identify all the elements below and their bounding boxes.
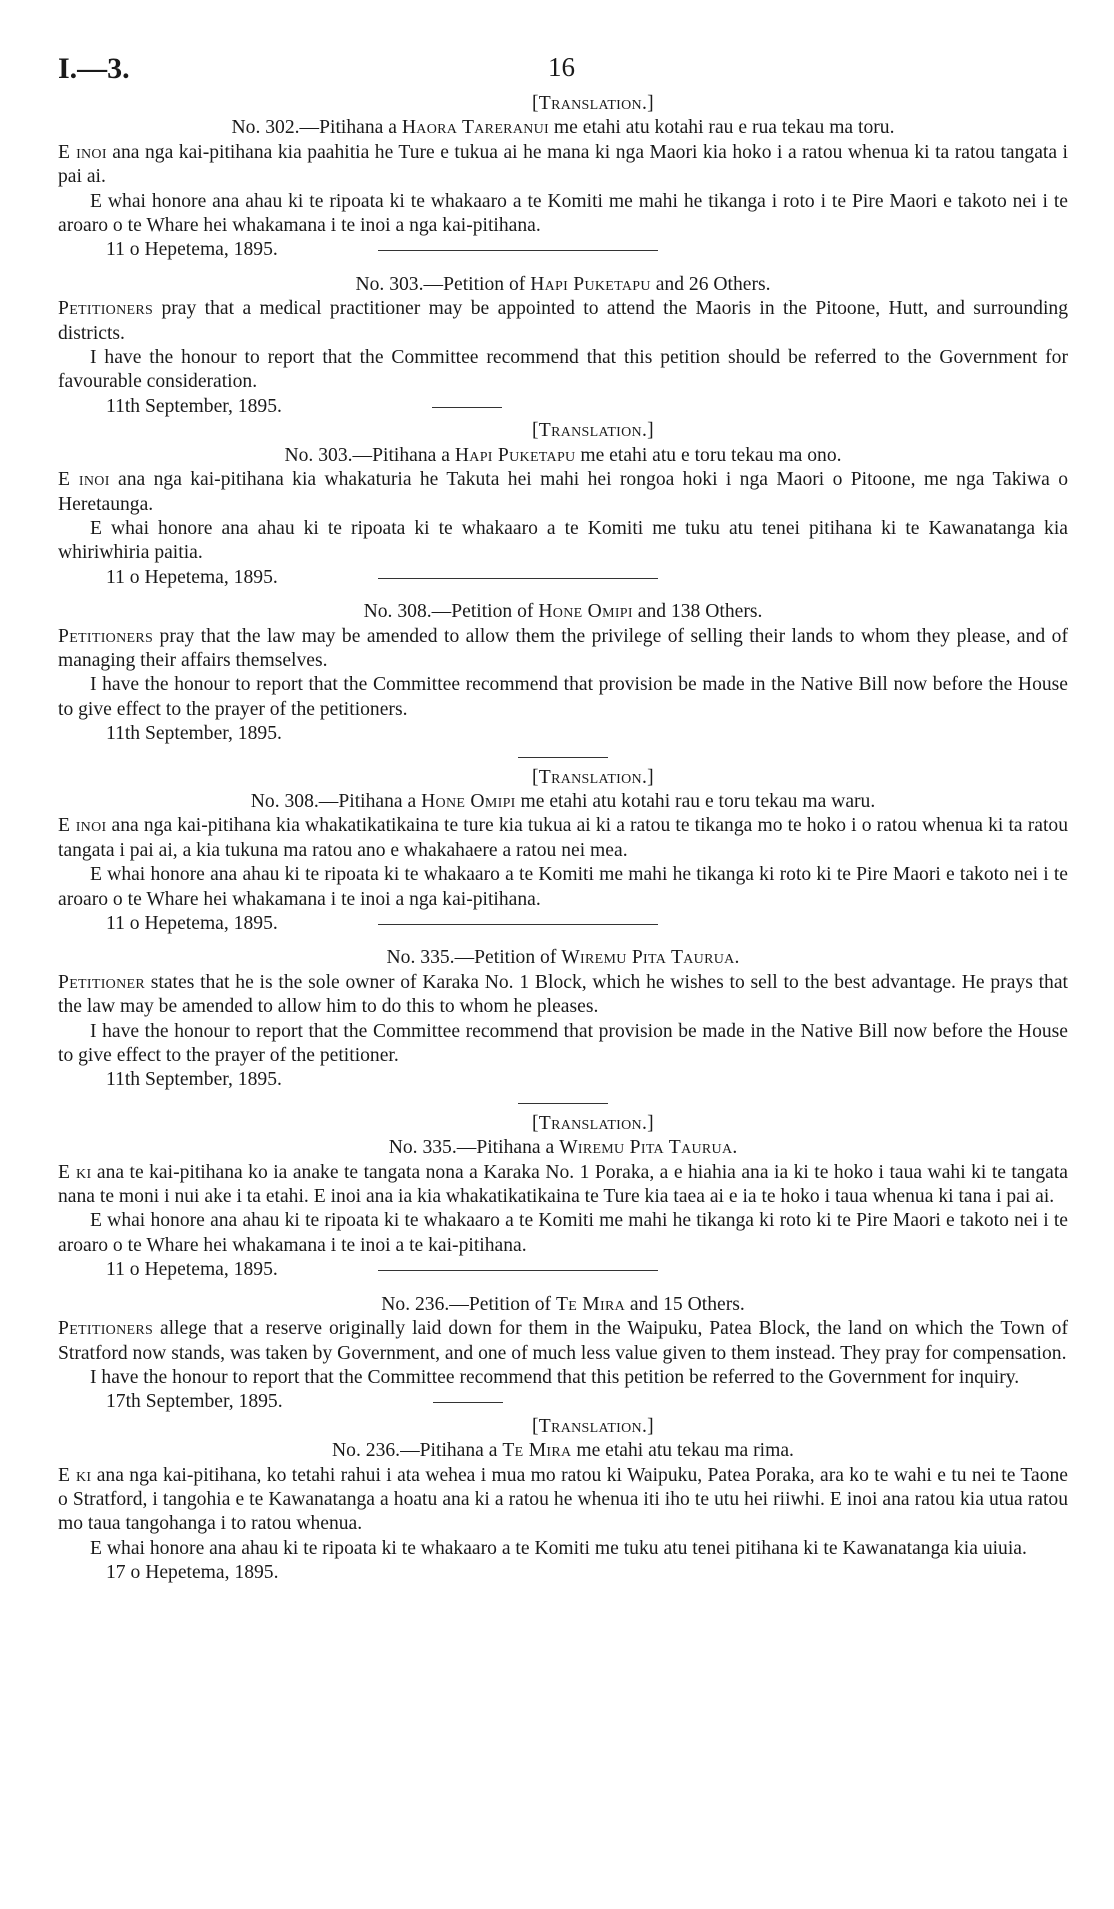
petitioner-name: Hapi Puketapu	[530, 273, 651, 295]
heading-prefix: No. 308.—Petition of	[363, 601, 539, 623]
section-heading	[58, 444, 1068, 468]
petition-body: ana te kai-pitihana ko ia anake te tangata nona a Karaka No. 1 Poraka, a e hiahia ana ia ki te hoko i taua wahi ki te tangata nana te moni i nui ake i ta etahi. E inoi ana ia kia whakatikatikaina te Ture kia taea ai e ia te hoko i taua whenua ki tana i pai ai.	[58, 1161, 1068, 1208]
petition-text	[58, 1161, 1068, 1210]
date: 11 o Hepetema, 1895.	[106, 566, 278, 588]
lead-words: E inoi	[58, 141, 107, 163]
page-header	[58, 52, 1068, 92]
heading-suffix: and 15 Others.	[625, 1293, 745, 1315]
petition-body: ana nga kai-pitihana kia whakatikatikaina te ture kia tukua ai ki a ratou te tikanga mo te hoko i o ratou whenua ki ta ratou tangata i pai ai, a kia tukuna ma ratou ano e whakahaere a ratou nei mea.	[58, 815, 1068, 861]
lead-words: Petitioners	[58, 1318, 154, 1340]
heading-suffix: and 26 Others.	[650, 273, 771, 295]
translation-label: [Translation.]	[531, 1112, 654, 1134]
petitioner-name: Hone Omipi	[421, 790, 516, 812]
petitioner-name: Te Mira	[555, 1293, 626, 1315]
committee-report: E whai honore ana ahau ki te ripoata ki te whakaaro a te Komiti me tuku atu tenei pitihana ki te Kawanatanga kia whiriwhiria paitia.	[58, 517, 1068, 564]
translation-label: [Translation.]	[531, 420, 654, 442]
heading-suffix: .	[734, 947, 740, 969]
date-line: 11th September, 1895.	[106, 723, 282, 745]
date: 17th September, 1895.	[106, 1391, 283, 1413]
petition-text	[58, 297, 1068, 346]
petition-text	[58, 1317, 1068, 1366]
petition-body: ana nga kai-pitihana kia paahitia he Ture e tukua ai he mana ki nga Maori kia hoko i a ratou whenua ki ta ratou tangata i pai ai.	[58, 141, 1068, 188]
heading-prefix: No. 335.—Petition of	[386, 947, 562, 969]
committee-report: E whai honore ana ahau ki te ripoata ki te whakaaro a te Komiti me tuku atu tenei pitihana ki te Kawanatanga kia uiuia.	[90, 1537, 1027, 1559]
committee-report: I have the honour to report that the Committee recommend that provision be made in the Native Bill now before the House to give effect to the prayer of the petitioner.	[58, 1020, 1068, 1067]
divider-rule	[378, 924, 658, 925]
section-heading	[58, 273, 1068, 297]
committee-report: I have the honour to report that the Committee recommend that this petition be referred to the Government for inquiry.	[90, 1366, 1020, 1388]
lead-words: E inoi	[58, 469, 110, 491]
petitioner-name: Wiremu Pita Taurua	[561, 947, 735, 969]
petition-body: ana nga kai-pitihana, ko tetahi rahui i ata wehea i mua mo ratou ki Waipuku, Patea Poraka, ara ko te wahi e tu nei te Taone o Stratford, i tangohia e te Kawanatanga a hoatu ana ki a ratou he whenua iti iho te utu hei riiwhi. E inoi ana ratou kia utua ratou mo taua tangohanga i to ratou whenua.	[58, 1464, 1069, 1535]
heading-suffix: me etahi atu kotahi rau e toru tekau ma waru.	[515, 790, 876, 812]
heading-prefix: No. 303.—Pitihana a	[284, 444, 455, 466]
heading-prefix: No. 236.—Petition of	[381, 1293, 556, 1315]
heading-prefix: No. 308.—Pitihana a	[250, 790, 422, 812]
lead-words: E ki	[58, 1464, 92, 1486]
section-heading	[58, 946, 1068, 970]
date: 11 o Hepetema, 1895.	[106, 1259, 278, 1281]
date-line	[58, 238, 1068, 262]
section-heading	[58, 1136, 1068, 1160]
heading-suffix: me etahi atu kotahi rau e rua tekau ma toru.	[549, 117, 895, 139]
committee-report: E whai honore ana ahau ki te ripoata ki te whakaaro a te Komiti me mahi he tikanga i roto i te Pire Maori e takoto nei i te aroaro o te Whare hei whakamana i te inoi a nga kai-pitihana.	[58, 190, 1068, 237]
page-number: 16	[548, 52, 575, 82]
section-236-petition	[58, 1293, 1068, 1415]
series-number: I.—3.	[58, 52, 130, 85]
petitioner-name: Hapi Puketapu	[454, 444, 576, 466]
heading-suffix: me etahi atu e toru tekau ma ono.	[575, 444, 842, 466]
petitioner-name: Hone Omipi	[538, 601, 633, 623]
date-line	[58, 1390, 1068, 1414]
date: 11 o Hepetema, 1895.	[106, 913, 278, 934]
section-302-translation	[58, 92, 1068, 263]
heading-prefix: No. 335.—Pitihana a	[388, 1137, 560, 1159]
heading-prefix: No. 303.—Petition of	[355, 273, 531, 295]
section-303-petition	[58, 273, 1068, 419]
section-heading	[58, 790, 1068, 814]
petition-text	[58, 141, 1068, 190]
section-308-translation	[58, 766, 1068, 937]
lead-words: Petitioner	[58, 971, 145, 993]
heading-prefix: No. 236.—Pitihana a	[332, 1440, 503, 1462]
date-line	[58, 1258, 1068, 1282]
translation-label: [Translation.]	[531, 766, 654, 788]
heading-suffix: and 138 Others.	[632, 601, 763, 623]
petitioner-name: Haora Tareranui	[401, 117, 550, 139]
date-line	[58, 566, 1068, 590]
petition-text	[58, 971, 1068, 1020]
petition-text	[58, 814, 1068, 863]
petitioner-name: Wiremu Pita Taurua	[559, 1137, 733, 1159]
lead-words: Petitioners	[58, 298, 154, 320]
date-line: 17 o Hepetema, 1895.	[106, 1562, 279, 1584]
divider-rule	[378, 250, 658, 251]
heading-suffix: .	[732, 1137, 738, 1159]
petition-body: allege that a reserve originally laid down for them in the Waipuku, Patea Block, the land on which the Town of Stratford now stands, was taken by Government, and one of much less value given to them instead. They pray for compensation.	[58, 1318, 1068, 1364]
section-335-petition	[58, 946, 1068, 1103]
lead-words: Petitioners	[58, 625, 154, 647]
divider-rule	[378, 1270, 658, 1271]
divider-rule	[433, 1402, 503, 1403]
committee-report: E whai honore ana ahau ki te ripoata ki te whakaaro a te Komiti me mahi he tikanga ki roto ki te Pire Maori e takoto nei i te aroaro o te Whare hei whakamana i te inoi a te kai-pitihana.	[58, 1210, 1068, 1256]
divider-rule	[518, 757, 608, 758]
date-line: 11th September, 1895.	[106, 1069, 282, 1091]
translation-label: [Translation.]	[531, 93, 654, 114]
committee-report: I have the honour to report that the Committee recommend that this petition should be referred to the Government for favourable consideration.	[58, 347, 1068, 393]
lead-words: E inoi	[58, 815, 107, 837]
section-236-translation	[58, 1415, 1068, 1586]
petitioner-name: Te Mira	[502, 1440, 572, 1462]
committee-report: I have the honour to report that the Committee recommend that provision be made in the Native Bill now before the House to give effect to the prayer of the petitioners.	[58, 674, 1068, 720]
petition-body: pray that a medical practitioner may be appointed to attend the Maoris in the Pitoone, Hutt, and surrounding districts.	[58, 298, 1068, 344]
petition-text	[58, 1464, 1068, 1537]
lead-words: E ki	[58, 1161, 92, 1183]
document-page	[58, 52, 1068, 1586]
date: 11 o Hepetema, 1895.	[106, 239, 278, 261]
heading-prefix: No. 302.—Pitihana a	[231, 117, 402, 139]
heading-suffix: me etahi atu tekau ma rima.	[571, 1440, 794, 1462]
document-body	[58, 92, 1068, 1586]
section-heading	[58, 1439, 1068, 1463]
section-308-petition	[58, 600, 1068, 757]
section-303-translation	[58, 419, 1068, 590]
petition-body: states that he is the sole owner of Karaka No. 1 Block, which he wishes to sell to the best advantage. He prays that the law may be amended to allow him to do this to whom he pleases.	[58, 971, 1068, 1018]
section-heading	[58, 600, 1068, 624]
translation-label: [Translation.]	[531, 1415, 654, 1437]
divider-rule	[432, 407, 502, 408]
section-heading	[58, 116, 1068, 140]
section-heading	[58, 1293, 1068, 1317]
date: 11th September, 1895.	[106, 395, 282, 417]
date-line	[58, 912, 1068, 936]
petition-text	[58, 625, 1068, 674]
divider-rule	[518, 1103, 608, 1104]
petition-body: pray that the law may be amended to allow them the privilege of selling their lands to whom they please, and of managing their affairs themselves.	[58, 625, 1068, 671]
date-line	[58, 395, 1068, 419]
petition-text	[58, 468, 1068, 517]
petition-body: ana nga kai-pitihana kia whakaturia he Takuta hei mahi hei rongoa hoki i nga Maori o Pitoone, me nga Takiwa o Heretaunga.	[58, 469, 1068, 515]
committee-report: E whai honore ana ahau ki te ripoata ki te whakaaro a te Komiti me mahi he tikanga ki roto ki te Pire Maori e takoto nei i te aroaro o te Whare hei whakamana i te inoi a nga kai-pitihana.	[58, 864, 1068, 910]
section-335-translation	[58, 1112, 1068, 1283]
divider-rule	[378, 578, 658, 579]
